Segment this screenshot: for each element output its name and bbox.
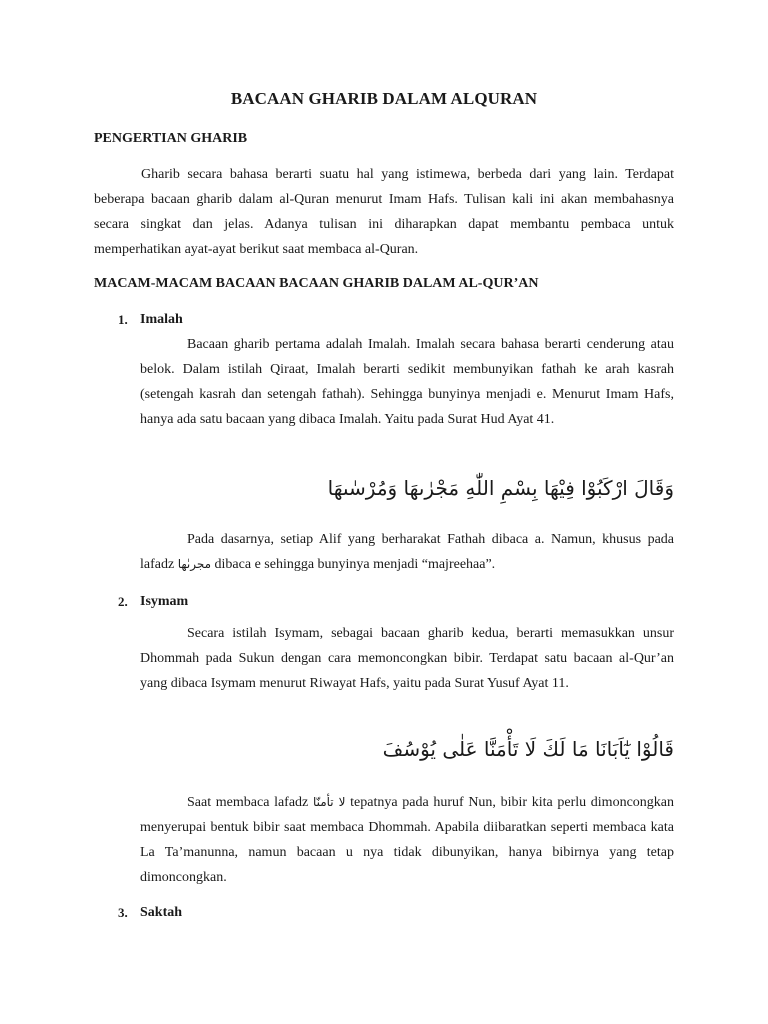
arabic-verse-yusuf-11: قَالُوْا يٰٓاَبَانَا مَا لَكَ لَا تَأْمَنَّا عَلٰى يُوْسُفَ (382, 737, 674, 761)
paragraph-text: tepatnya pada huruf Nun, bibir kita perlu dimoncongkan menyerupai bentuk bibir saat membaca Dhommah. Apabila diibaratkan seperti membaca kata La Ta’manunna, namun bacaan u nya tidak dibunyikan, hanya bibirnya yang tetap dimoncongkan. (140, 795, 674, 885)
paragraph-text: Saat membaca lafadz (187, 795, 309, 810)
section-heading-pengertian: PENGERTIAN GHARIB (94, 131, 248, 146)
item-paragraph-isymam-2 (140, 790, 674, 890)
paragraph-text: Pada dasarnya, setiap Alif yang berharakat Fathah dibaca a. Namun, khusus pada lafadz (140, 532, 674, 572)
item-paragraph-imalah: Bacaan gharib pertama adalah Imalah. Imalah secara bahasa berarti cenderung atau belok. Dalam istilah Qiraat, Imalah berarti sedikit membunyikan fathah ke arah kasrah (setengah kasrah dan setengah fathah). Sehingga bunyinya menjadi e. Menurut Imam Hafs, hanya ada satu bacaan yang dibaca Imalah. Yaitu pada Surat Hud Ayat 41. (140, 337, 674, 427)
section-paragraph-pengertian: Gharib secara bahasa berarti suatu hal yang istimewa, berbeda dari yang lain. Terdapat beberapa bacaan gharib dalam al-Quran menurut Imam Hafs. Tulisan kali ini akan membahasnya secara singkat dan jelas. Adanya tulisan ini diharapkan dapat membantu pembaca untuk memperhatikan ayat-ayat berikut saat membaca al-Quran. (94, 167, 674, 257)
document-title: BACAAN GHARIB DALAM ALQURAN (230, 89, 538, 108)
item-paragraph-isymam: Secara istilah Isymam, sebagai bacaan gharib kedua, berarti memasukkan unsur Dhommah pada Sukun dengan cara memoncongkan bibir. Terdapat satu bacaan al-Qur’an yang dibaca Isymam menurut Riwayat Hafs, yaitu pada Surat Yusuf Ayat 11. (140, 626, 674, 691)
item-number: 2. (118, 594, 128, 609)
item-title-imalah: Imalah (140, 312, 183, 327)
paragraph-text: dibaca e sehingga bunyinya menjadi “majreehaa”. (214, 557, 496, 572)
arabic-inline-lafadz: لا تأمنّا (312, 795, 346, 809)
arabic-verse-hud-41: وَقَالَ ارْكَبُوْا فِيْهَا بِسْمِ اللّٰهِ مَجْرٰىهَا وَمُرْسٰىهَا (327, 476, 674, 500)
section-heading-macam: MACAM-MACAM BACAAN BACAAN GHARIB DALAM AL-QUR’AN (94, 276, 539, 291)
arabic-inline-lafadz: مجرىٰها (177, 557, 212, 571)
item-paragraph-imalah-2 (140, 527, 674, 577)
item-title-saktah: Saktah (140, 905, 183, 920)
item-number: 1. (118, 312, 128, 327)
item-number: 3. (118, 905, 128, 920)
item-title-isymam: Isymam (140, 594, 189, 609)
